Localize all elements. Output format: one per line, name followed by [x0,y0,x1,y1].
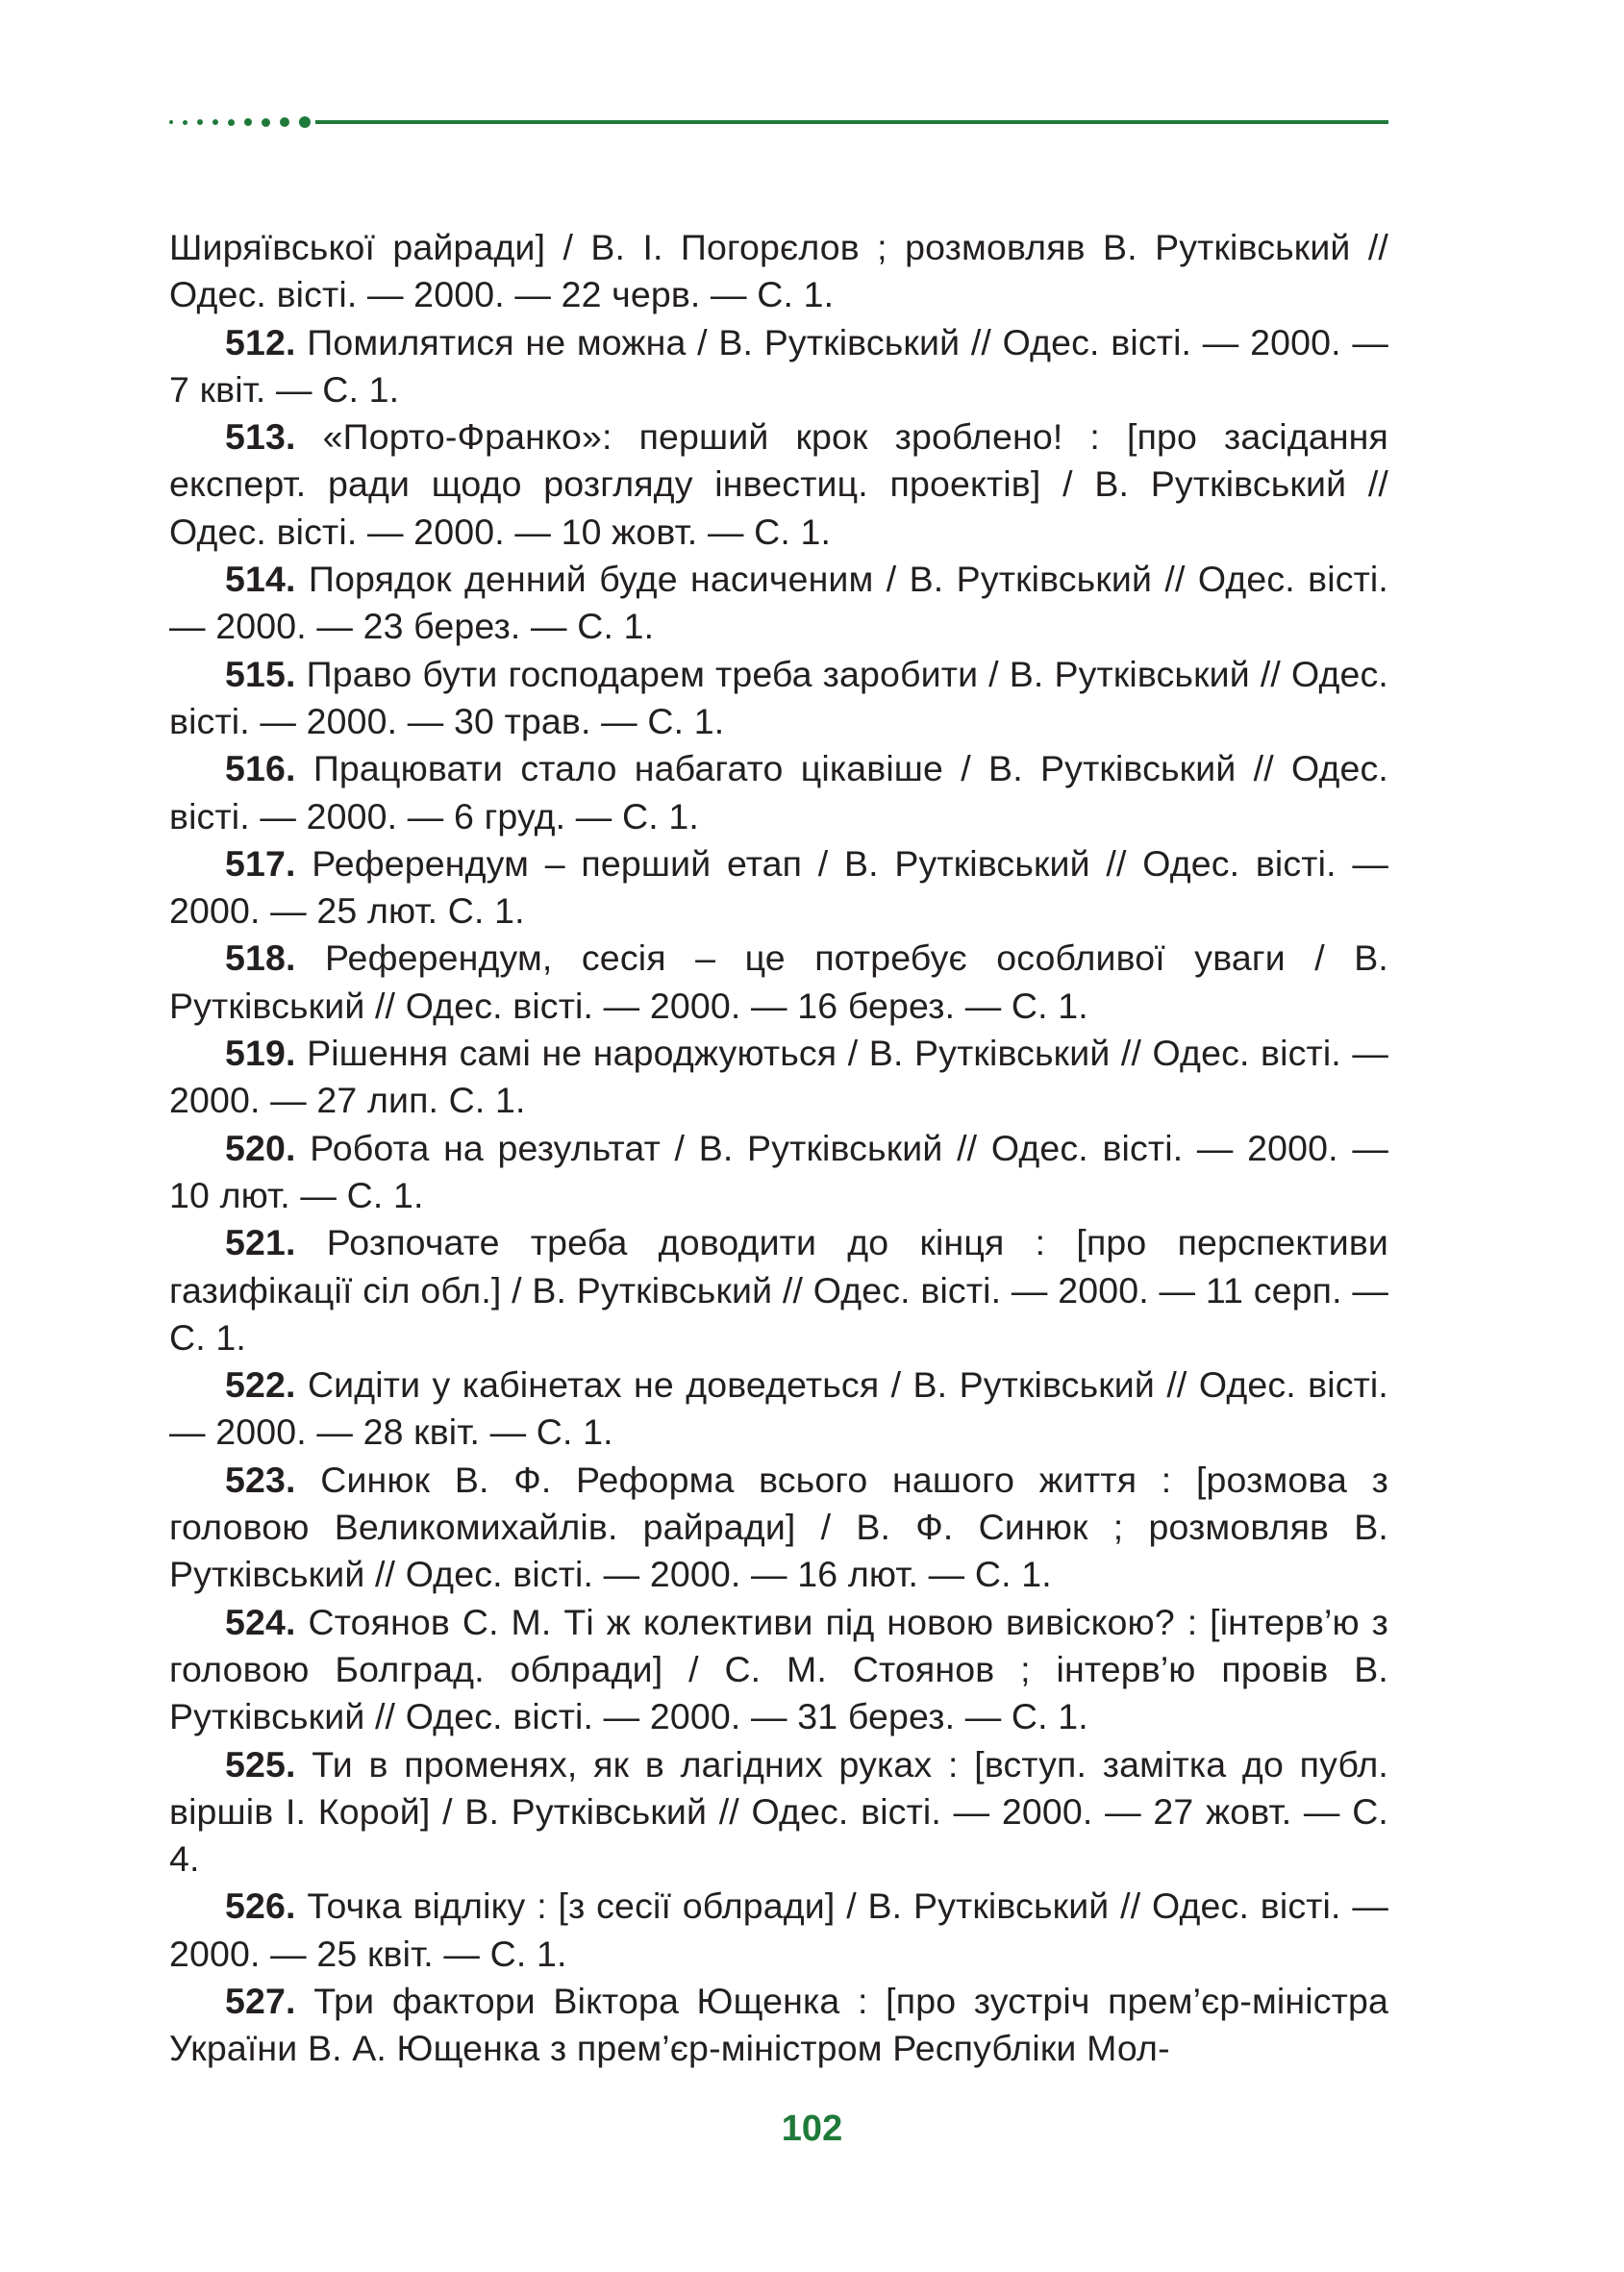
bibliography-entry [169,1741,1388,1884]
entry-text: Референдум, сесія – це потребує особливої уваги / В. Рутківський // Одес. вісті. — 2000. — 16 берез. — С. 1. [169,937,1388,1026]
entry-number: 520. [225,1127,296,1168]
bibliography-entry [169,224,1388,319]
bibliography-entry [169,556,1388,651]
entry-number: 527. [225,1980,296,2021]
entry-text: Розпочате треба доводити до кінця : [про перспективи газифікації сіл обл.] / В. Рутківський // Одес. вісті. — 2000. — 11 серп. — С. 1. [169,1222,1388,1358]
entry-text: Стоянов С. М. Ті ж колективи під новою вивіскою? : [інтерв’ю з головою Болград. облради] / С. М. Стоянов ; інтерв’ю провів В. Рутківський // Одес. вісті. — 2000. — 31 берез. — С. 1. [169,1601,1388,1737]
entry-number: 515. [225,653,296,694]
header-line [315,120,1388,124]
entry-text: Помилятися не можна / В. Рутківський // Одес. вісті. — 2000. — 7 квіт. — С. 1. [169,321,1388,410]
entry-number: 514. [225,559,296,600]
entry-number: 516. [225,748,296,789]
entry-number: 522. [225,1364,296,1406]
page-number: 102 [781,2109,843,2149]
entry-text: Ти в променях, як в лагідних руках : [вступ. замітка до публ. віршів І. Корой] / В. Рутківський // Одес. вісті. — 2000. — 27 жовт. — С. 4. [169,1743,1388,1880]
bibliography-list [169,224,1388,2073]
header-dot [183,120,187,125]
bibliography-entry [169,1883,1388,1978]
header-dot [197,119,203,125]
entry-text: Референдум – перший етап / В. Рутківський // Одес. вісті. — 2000. — 25 лют. С. 1. [169,842,1388,932]
bibliography-entry [169,1030,1388,1125]
entry-text: Працювати стало набагато цікавіше / В. Рутківський // Одес. вісті. — 2000. — 6 груд. — С. 1. [169,748,1389,836]
entry-text: Три фактори Віктора Ющенка : [про зустріч прем’єр-міністра України В. А. Ющенка з прем’єр-міністром Республіки Мол- [169,1980,1388,2069]
entry-number: 523. [225,1459,296,1500]
header-dot [244,118,252,126]
header-dot [299,116,311,128]
bibliography-entry [169,1457,1388,1599]
header-dot [262,118,270,127]
entry-number: 526. [225,1885,296,1927]
bibliography-entry [169,745,1388,840]
header-dot [280,117,289,127]
entry-text: Рішення самі не народжуються / В. Рутківський // Одес. вісті. — 2000. — 27 лип. С. 1. [169,1033,1389,1121]
header-dot [228,119,235,126]
entry-text: Синюк В. Ф. Реформа всього нашого життя : [розмова з головою Великомихайлів. райради] / В. Ф. Синюк ; розмовляв В. Рутківський // Одес. вісті. — 2000. — 16 лют. — С. 1. [169,1459,1388,1595]
entry-text: Порядок денний буде насиченим / В. Рутківський // Одес. вісті. — 2000. — 23 берез. — С. 1. [169,559,1388,647]
header-rule [169,115,1388,129]
entry-text: Право бути господарем треба заробити / В. Рутківський // Одес. вісті. — 2000. — 30 трав. — С. 1. [169,653,1388,741]
entry-number: 519. [225,1033,296,1074]
entry-number: 525. [225,1743,296,1785]
entry-number: 512. [225,321,296,362]
bibliography-entry [169,1219,1388,1361]
header-dot [212,119,218,125]
bibliography-entry [169,1978,1388,2073]
entry-number: 521. [225,1222,296,1263]
entry-number: 517. [225,842,296,884]
bibliography-entry [169,935,1388,1030]
bibliography-entry [169,1599,1388,1741]
bibliography-entry [169,651,1388,746]
entry-number: 513. [225,416,296,458]
entry-text: «Порто-Франко»: перший крок зроблено! : [про засідання експерт. ради щодо розгляду інвестиц. проектів] / В. Рутківський // Одес. вісті. — 2000. — 10 жовт. — С. 1. [169,416,1388,552]
entry-number: 524. [225,1601,296,1642]
entry-text: Точка відліку : [з сесії облради] / В. Рутківський // Одес. вісті. — 2000. — 25 квіт. — С. 1. [169,1885,1388,1974]
bibliography-entry [169,1361,1388,1457]
bibliography-entry [169,413,1388,556]
bibliography-entry [169,1125,1388,1220]
bibliography-entry [169,840,1388,936]
entry-number: 518. [225,937,296,979]
header-dots [169,115,320,129]
header-dot [169,120,173,124]
bibliography-entry [169,319,1388,414]
entry-text: Робота на результат / В. Рутківський // Одес. вісті. — 2000. — 10 лют. — С. 1. [169,1127,1388,1215]
entry-text: Сидіти у кабінетах не доведеться / В. Рутківський // Одес. вісті. — 2000. — 28 квіт. — С. 1. [169,1364,1388,1453]
entry-text: Ширяївської райради] / В. І. Погорєлов ; розмовляв В. Рутківський // Одес. вісті. — 2000. — 22 черв. — С. 1. [169,227,1388,315]
